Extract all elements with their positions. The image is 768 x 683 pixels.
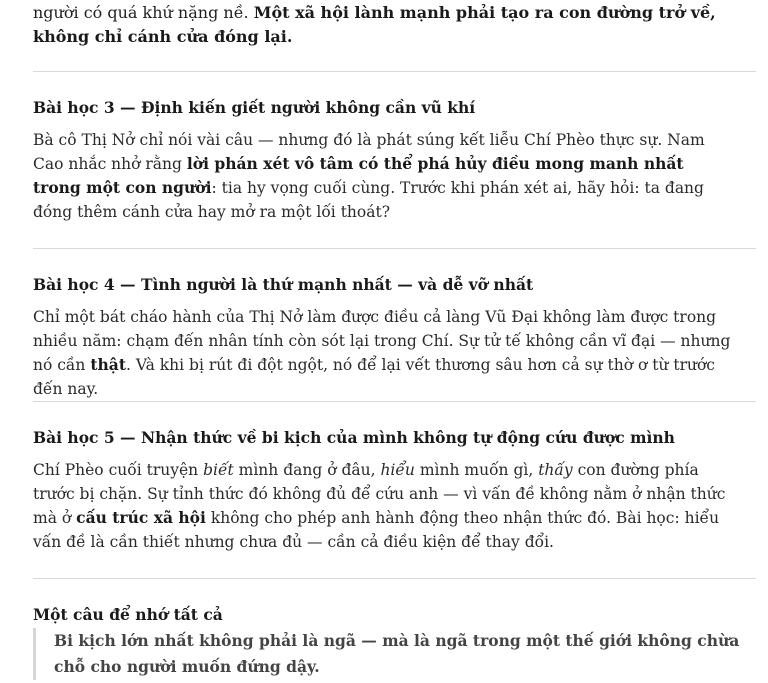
lesson-4-emphasis: thật: [90, 355, 126, 374]
lesson-3-body: Bà cô Thị Nở chỉ nói vài câu — nhưng đó là phát súng kết liễu Chí Phèo thực sự. Nam Cao nhắc nhở rằng lời phán xét vô tâm có thể phá hủy điều mong manh nhất trong một con người: tia hy vọng cuối cùng. Trước khi phán xét ai, hãy hỏi: ta đang đóng thêm cánh cửa hay mở ra một lối thoát?: [33, 131, 705, 221]
lesson-3-title: Bài học 3 — Định kiến giết người không cần vũ khí: [33, 98, 476, 117]
summary-quote-text: Bi kịch lớn nhất không phải là ngã — mà là ngã trong một thế giới không chừa chỗ cho người muốn đứng dậy.: [54, 631, 740, 676]
section-divider: [33, 401, 756, 402]
lesson-5-title: Bài học 5 — Nhận thức về bi kịch của mình không tự động cứu được mình: [33, 428, 675, 447]
lesson-5-body: Chí Phèo cuối truyện biết mình đang ở đâu, hiểu mình muốn gì, thấy con đường phía trước bị chặn. Sự tỉnh thức đó không đủ để cứu anh — vì vấn đề không nằm ở nhận thức mà ở cấu trúc xã hội không cho phép anh hành động theo nhận thức đó. Bài học: hiểu vấn đề là cần thiết nhưng chưa đủ — cần cả điều kiện để thay đổi.: [33, 461, 726, 551]
section-divider: [33, 248, 756, 249]
intro-paragraph: [33, 1, 733, 49]
section-divider: [33, 71, 756, 72]
lesson-3-emphasis: lời phán xét vô tâm có thể phá hủy điều mong manh nhất trong một con người: [33, 154, 684, 197]
intro-bold-text: Một xã hội lành mạnh phải tạo ra con đường trở về, không chỉ cánh cửa đóng lại.: [33, 3, 716, 46]
summary-quote: [33, 628, 744, 680]
section-divider: [33, 578, 756, 579]
lesson-4-title: Bài học 4 — Tình người là thứ mạnh nhất — và dễ vỡ nhất: [33, 275, 534, 294]
intro-text: người có quá khứ nặng nề.: [33, 3, 254, 22]
lesson-5-emphasis: cấu trúc xã hội: [76, 508, 206, 527]
summary-title: Một câu để nhớ tất cả: [33, 605, 223, 624]
lesson-4-body: Chỉ một bát cháo hành của Thị Nở làm được điều cả làng Vũ Đại không làm được trong nhiều năm: chạm đến nhân tính còn sót lại trong Chí. Sự tử tế không cần vĩ đại — nhưng nó cần thật. Và khi bị rút đi đột ngột, nó để lại vết thương sâu hơn cả sự thờ ơ từ trước đến nay.: [33, 308, 731, 398]
